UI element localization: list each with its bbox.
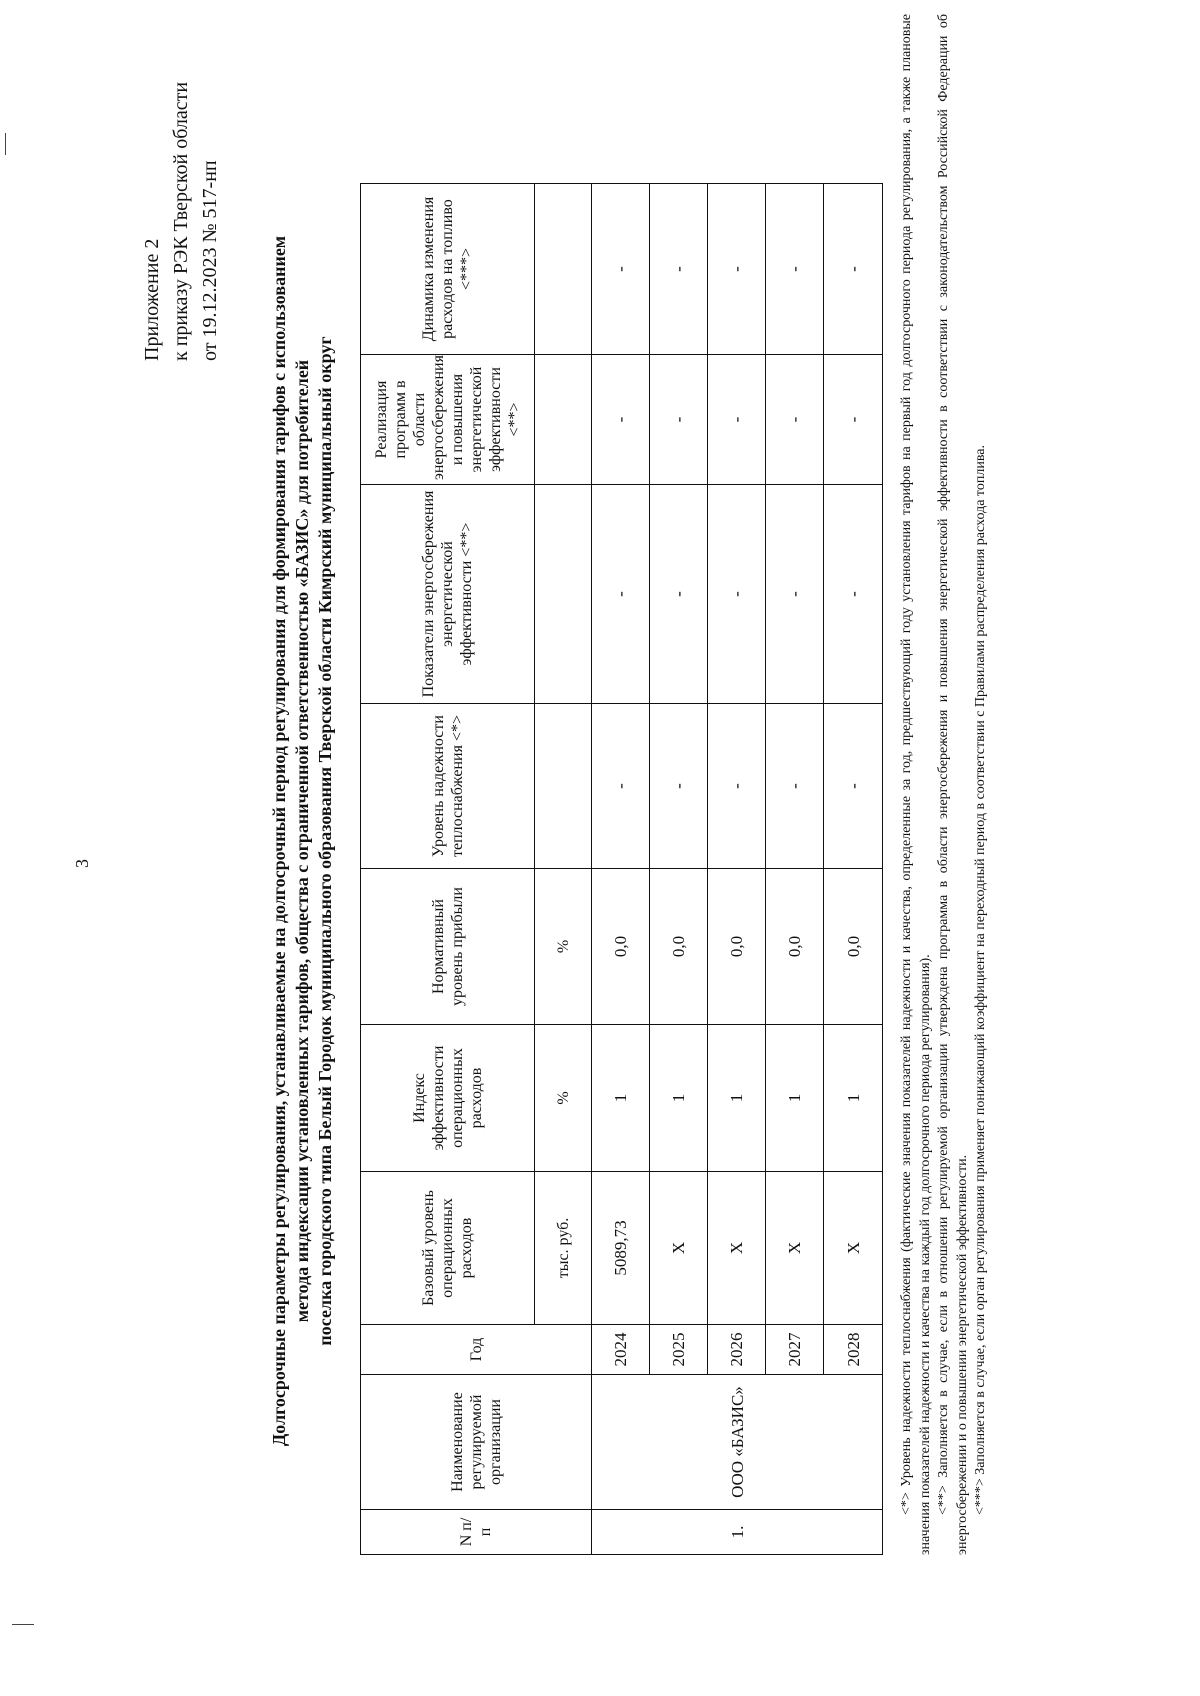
- cell-base-level: Х: [824, 1172, 883, 1325]
- cell-base-level: Х: [766, 1172, 824, 1325]
- cell-profit: 0,0: [592, 869, 650, 1025]
- cell-programs: -: [824, 355, 883, 485]
- document-title: [268, 231, 337, 1451]
- unit-base-level: тыс. руб.: [535, 1172, 592, 1325]
- appendix-line-3: от 19.12.2023 № 517-нп: [199, 160, 221, 361]
- cell-energy-indicators: -: [592, 485, 650, 704]
- cell-fuel-dynamics: -: [592, 184, 650, 355]
- cell-efficiency: 1: [824, 1025, 883, 1172]
- header-year: Год: [361, 1325, 592, 1375]
- cell-programs: -: [708, 355, 766, 485]
- table-row: [766, 14, 824, 1555]
- table-row: [592, 14, 650, 1555]
- header-energy-indicators: Показатели энергосбережения энергетической эффективности <**>: [361, 485, 535, 704]
- cell-profit: 0,0: [766, 869, 824, 1025]
- cell-programs: -: [592, 355, 650, 485]
- header-reliability-level: Уровень надежности теплоснабжения <*>: [361, 704, 535, 869]
- footnote-fuel: <***> Заполняется в случае, если орган регулирования применяет понижающий коэффициент на переходный период в соответствии с Правилами распределения расхода топлива.: [973, 445, 988, 1515]
- row-number: 1.: [592, 1510, 883, 1555]
- cell-year: 2028: [824, 1325, 883, 1375]
- unit-fuel-dynamics: [535, 184, 592, 355]
- unit-efficiency: %: [535, 1025, 592, 1172]
- cell-fuel-dynamics: -: [708, 184, 766, 355]
- unit-reliability: [535, 704, 592, 869]
- cell-base-level: Х: [650, 1172, 708, 1325]
- cell-profit: 0,0: [708, 869, 766, 1025]
- cell-efficiency: 1: [650, 1025, 708, 1172]
- table-row: [650, 14, 708, 1555]
- header-row: [361, 14, 535, 1555]
- title-line-3: поселка городского типа Белый Городок муниципального образования Тверской области Кимрский муниципальный округ: [315, 336, 335, 1346]
- header-programs: Реализация программ в области энергосбережения и повышения энергетической эффективности <**>: [361, 355, 535, 485]
- cell-profit: 0,0: [650, 869, 708, 1025]
- cell-energy-indicators: -: [708, 485, 766, 704]
- header-base-level: Базовый уровень операционных расходов: [361, 1172, 535, 1325]
- table-row: [708, 14, 766, 1555]
- cell-year: 2024: [592, 1325, 650, 1375]
- unit-energy-indicators: [535, 485, 592, 704]
- header-efficiency-index: Индекс эффективности операционных расходов: [361, 1025, 535, 1172]
- cell-fuel-dynamics: -: [650, 184, 708, 355]
- cell-reliability: -: [650, 704, 708, 869]
- cell-base-level: Х: [708, 1172, 766, 1325]
- cell-energy-indicators: -: [650, 485, 708, 704]
- cell-fuel-dynamics: -: [766, 184, 824, 355]
- unit-programs: [535, 355, 592, 485]
- cell-efficiency: 1: [766, 1025, 824, 1172]
- appendix-line-1: Приложение 2: [141, 238, 163, 361]
- cell-reliability: -: [766, 704, 824, 869]
- cell-efficiency: 1: [592, 1025, 650, 1172]
- cell-reliability: -: [592, 704, 650, 869]
- page-number: 3: [72, 859, 92, 868]
- cell-year: 2027: [766, 1325, 824, 1375]
- footnote-energy-saving: <**> Заполняется в случае, если в отношении регулируемой организации утверждена программа в области энергосбережения и повышения энергетической эффективности в соответствии с законодательством Российской Федерации об энергосбережении и о повышении энергетической эффективности.: [936, 14, 970, 1555]
- cell-energy-indicators: -: [766, 485, 824, 704]
- cell-efficiency: 1: [708, 1025, 766, 1172]
- organization-name: ООО «БАЗИС»: [592, 1375, 883, 1510]
- header-num: N п/п: [361, 1510, 592, 1555]
- title-line-2: метода индексации установленных тарифов, общества с ограниченной ответственностью «БАЗИС» для потребителей: [292, 359, 312, 1323]
- cell-reliability: -: [708, 704, 766, 869]
- footnote-reliability: <*> Уровень надежности теплоснабжения (фактические значения показателей надежности и качества, определенные за год, предшествующий году установления тарифов на первый год долгосрочного периода регулирования, а также плановые значения показателей надежности и качества на каждый год долгосрочного периода регулирования).: [899, 14, 933, 1555]
- cell-year: 2026: [708, 1325, 766, 1375]
- appendix-header: [138, 82, 225, 361]
- table-row: [824, 14, 883, 1555]
- cell-fuel-dynamics: -: [824, 184, 883, 355]
- appendix-line-2: к приказу РЭК Тверской области: [170, 81, 192, 361]
- parameters-table: [360, 13, 883, 1555]
- cell-energy-indicators: -: [824, 485, 883, 704]
- title-line-1: Долгосрочные параметры регулирования, устанавливаемые на долгосрочный период регулирования для формирования тарифов с использованием: [269, 235, 289, 1447]
- cell-programs: -: [650, 355, 708, 485]
- header-fuel-dynamics: Динамика изменения расходов на топливо <***>: [361, 184, 535, 355]
- cell-profit: 0,0: [824, 869, 883, 1025]
- unit-profit: %: [535, 869, 592, 1025]
- cell-year: 2025: [650, 1325, 708, 1375]
- header-organization: Наименование регулируемой организации: [361, 1375, 592, 1510]
- cell-programs: -: [766, 355, 824, 485]
- footnotes: [898, 14, 991, 1555]
- units-row: [535, 14, 592, 1555]
- cell-reliability: -: [824, 704, 883, 869]
- header-profit-level: Нормативный уровень прибыли: [361, 869, 535, 1025]
- cell-base-level: 5089,73: [592, 1172, 650, 1325]
